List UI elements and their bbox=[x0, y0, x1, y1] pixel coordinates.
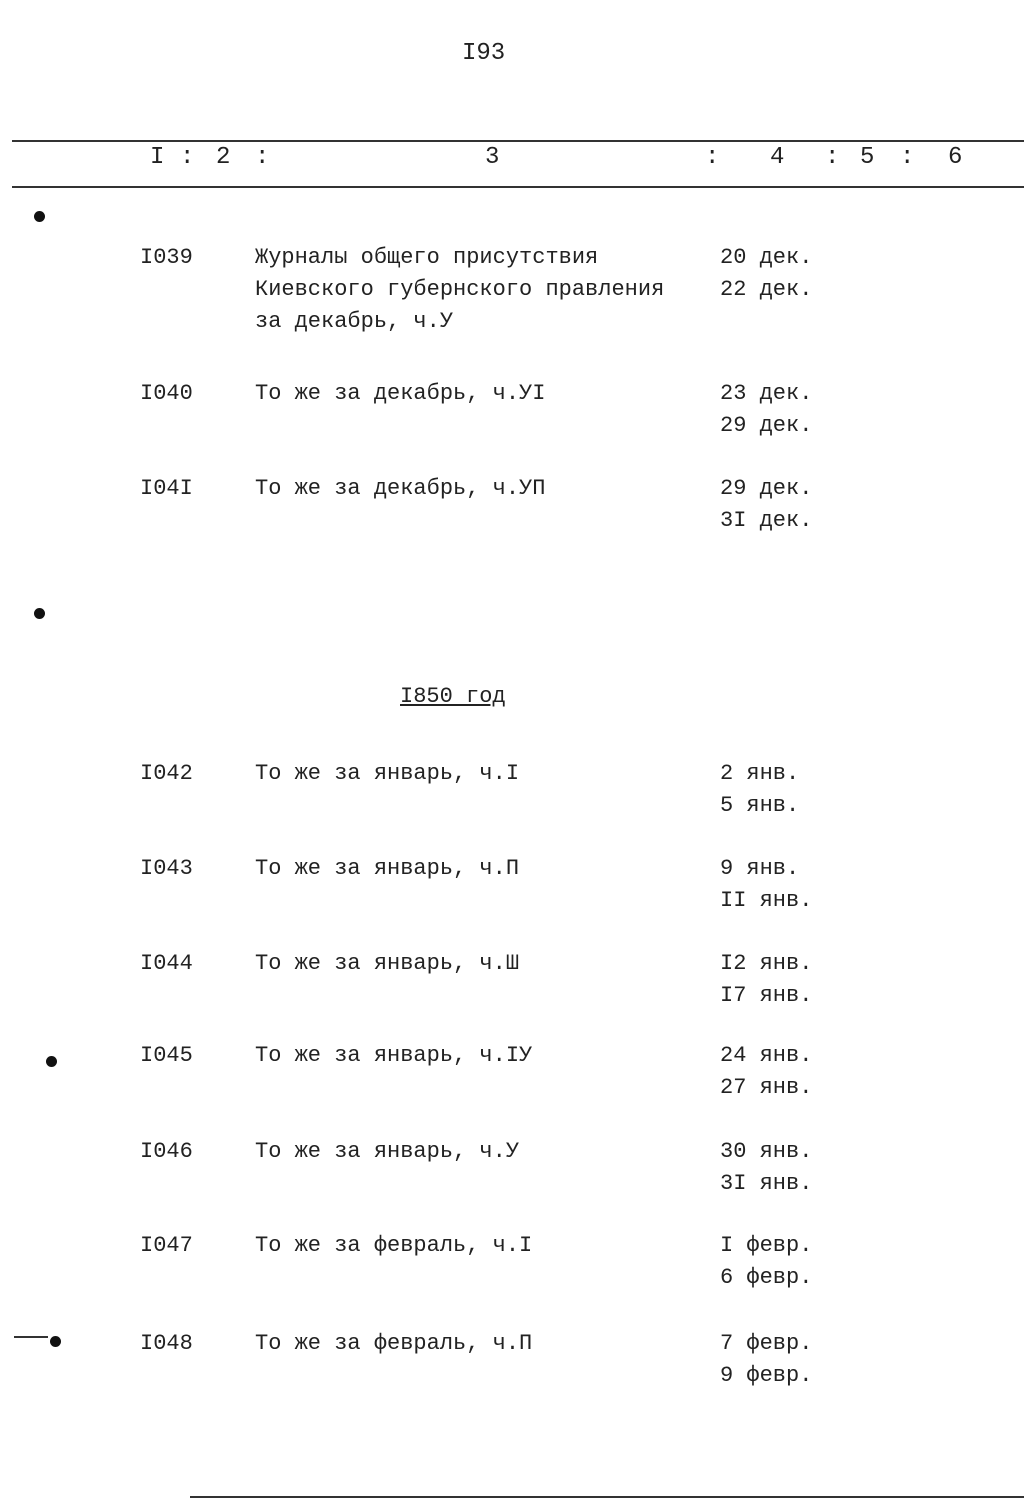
date-end: 22 дек. bbox=[720, 277, 813, 302]
header-separator: : bbox=[180, 144, 195, 171]
entry-number: I047 bbox=[140, 1233, 193, 1258]
date-start: 29 дек. bbox=[720, 476, 813, 501]
entry-dates bbox=[720, 378, 812, 442]
entry-dates bbox=[720, 948, 812, 1012]
date-end: II янв. bbox=[720, 888, 813, 913]
date-end: 3I дек. bbox=[720, 508, 813, 533]
date-start: 7 февр. bbox=[720, 1331, 813, 1356]
entry-number: I043 bbox=[140, 856, 193, 881]
date-start: I февр. bbox=[720, 1233, 813, 1258]
entry-title: То же за январь, ч.П bbox=[255, 856, 520, 881]
date-end: 5 янв. bbox=[720, 793, 800, 818]
header-col-3: 3 bbox=[485, 144, 500, 171]
header-col-1: I bbox=[150, 144, 165, 171]
date-start: 9 янв. bbox=[720, 856, 800, 881]
header-col-2: 2 bbox=[216, 144, 231, 171]
entry-dates bbox=[720, 473, 812, 537]
margin-stroke bbox=[14, 1336, 48, 1338]
header-separator: : bbox=[825, 144, 840, 171]
entry-title: То же за декабрь, ч.УI bbox=[255, 381, 546, 406]
date-start: 24 янв. bbox=[720, 1043, 813, 1068]
entry-number: I039 bbox=[140, 245, 193, 270]
entry-title: То же за январь, ч.I bbox=[255, 761, 520, 786]
date-end: 3I янв. bbox=[720, 1171, 813, 1196]
entry-dates bbox=[720, 1230, 812, 1294]
entry-dates bbox=[720, 853, 812, 917]
entry-number: I04I bbox=[140, 476, 193, 501]
date-end: 29 дек. bbox=[720, 413, 813, 438]
date-end: 9 февр. bbox=[720, 1363, 813, 1388]
header-separator: : bbox=[705, 144, 720, 171]
entry-title: Журналы общего присутствия Киевского губернского правления за декабрь, ч.У bbox=[255, 245, 665, 334]
header-bottom-rule bbox=[12, 186, 1024, 188]
entry-dates bbox=[720, 242, 812, 306]
entry-dates bbox=[720, 1040, 812, 1104]
entry-number: I046 bbox=[140, 1139, 193, 1164]
punch-hole-mark bbox=[46, 1056, 57, 1067]
entry-title: То же за декабрь, ч.УП bbox=[255, 476, 546, 501]
entry-title: То же за январь, ч.IУ bbox=[255, 1043, 533, 1068]
entry-number: I044 bbox=[140, 951, 193, 976]
bottom-rule bbox=[190, 1496, 1024, 1498]
date-start: I2 янв. bbox=[720, 951, 813, 976]
punch-hole-mark bbox=[34, 211, 45, 222]
header-col-6: 6 bbox=[948, 144, 963, 171]
date-end: 6 февр. bbox=[720, 1265, 813, 1290]
date-start: 20 дек. bbox=[720, 245, 813, 270]
entry-title: То же за февраль, ч.П bbox=[255, 1331, 533, 1356]
header-separator: : bbox=[255, 144, 270, 171]
entry-number: I048 bbox=[140, 1331, 193, 1356]
header-col-5: 5 bbox=[860, 144, 875, 171]
page-number: I93 bbox=[462, 40, 506, 67]
header-top-rule bbox=[12, 140, 1024, 142]
entry-title: То же за январь, ч.У bbox=[255, 1139, 520, 1164]
entry-number: I040 bbox=[140, 381, 193, 406]
header-col-4: 4 bbox=[770, 144, 785, 171]
entry-title: То же за январь, ч.Ш bbox=[255, 951, 520, 976]
entry-number: I042 bbox=[140, 761, 193, 786]
date-start: 23 дек. bbox=[720, 381, 813, 406]
entry-dates bbox=[720, 758, 799, 822]
date-start: 2 янв. bbox=[720, 761, 800, 786]
date-end: 27 янв. bbox=[720, 1075, 813, 1100]
date-start: 30 янв. bbox=[720, 1139, 813, 1164]
year-heading: I850 год bbox=[400, 684, 506, 709]
punch-hole-mark bbox=[34, 608, 45, 619]
entry-dates bbox=[720, 1328, 812, 1392]
punch-hole-mark bbox=[50, 1336, 61, 1347]
entry-number: I045 bbox=[140, 1043, 193, 1068]
date-end: I7 янв. bbox=[720, 983, 813, 1008]
header-separator: : bbox=[900, 144, 915, 171]
entry-title: То же за февраль, ч.I bbox=[255, 1233, 533, 1258]
entry-dates bbox=[720, 1136, 812, 1200]
